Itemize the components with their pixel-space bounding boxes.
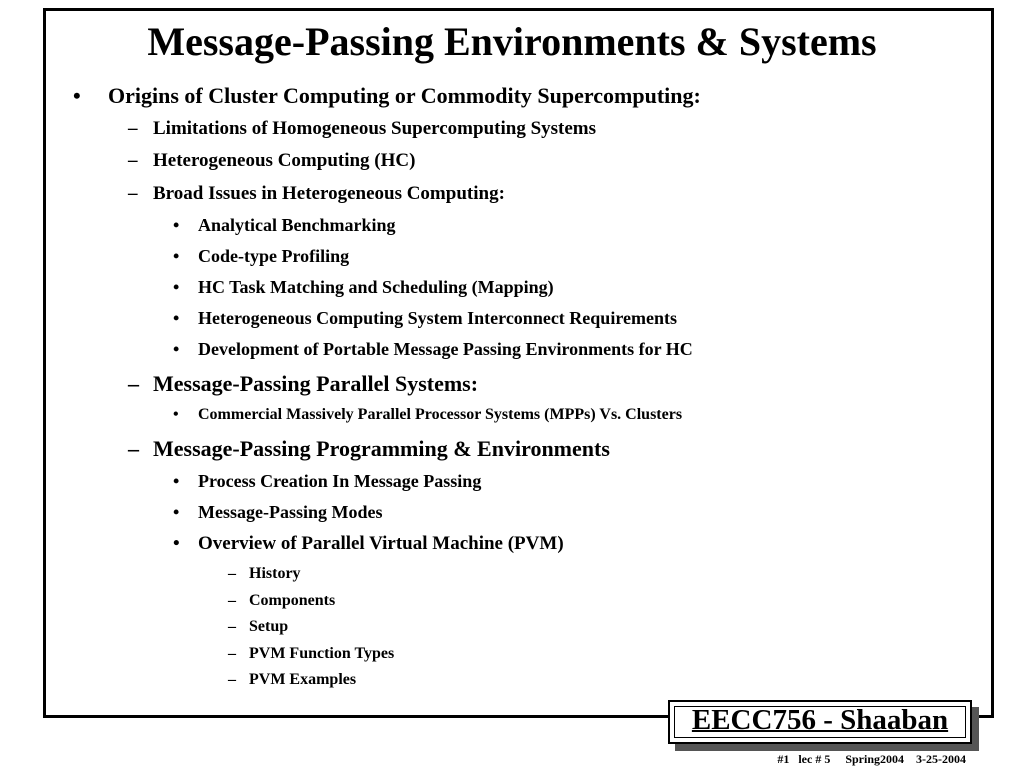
bullet-dot: •	[173, 246, 180, 266]
outline-item-mp-modes: Message-Passing Modes	[198, 502, 383, 522]
outline-item-history: History	[249, 565, 301, 582]
bullet-dot: •	[173, 277, 180, 297]
bullet-dash: –	[228, 671, 236, 688]
bullet-dot: •	[173, 533, 180, 554]
course-badge	[668, 700, 972, 744]
bullet-dot: •	[173, 308, 180, 328]
outline-item-mp-programming: Message-Passing Programming & Environments	[153, 436, 610, 461]
bullet-dash: –	[128, 371, 139, 396]
bullet-dash: –	[228, 618, 236, 635]
outline-item-process-creation: Process Creation In Message Passing	[198, 471, 482, 491]
bullet-dot: •	[173, 471, 180, 491]
slide-frame	[43, 8, 994, 718]
outline-item-matching: HC Task Matching and Scheduling (Mapping)	[198, 277, 554, 297]
bullet-dash: –	[128, 183, 138, 204]
bullet-dot: •	[173, 502, 180, 522]
outline-item-origins: Origins of Cluster Computing or Commodity Supercomputing:	[108, 83, 701, 108]
outline-item-mpps: Commercial Massively Parallel Processor Systems (MPPs) Vs. Clusters	[198, 406, 683, 423]
bullet-dash: –	[228, 592, 236, 609]
bullet-dot: •	[173, 215, 180, 235]
bullet-dot: •	[173, 406, 179, 423]
bullet-dash: –	[228, 565, 236, 582]
outline-item-function-types: PVM Function Types	[249, 645, 395, 662]
bullet-dash: –	[128, 436, 139, 461]
outline-item-mp-systems: Message-Passing Parallel Systems:	[153, 371, 479, 396]
outline-item-profiling: Code-type Profiling	[198, 246, 350, 266]
outline-item-portable-env: Development of Portable Message Passing Environments for HC	[198, 339, 693, 359]
outline-item-components: Components	[249, 592, 336, 609]
bullet-dash: –	[128, 118, 138, 139]
outline-item-interconnect: Heterogeneous Computing System Interconnect Requirements	[198, 308, 677, 328]
outline-item-setup: Setup	[249, 618, 289, 635]
outline-item-broad-issues: Broad Issues in Heterogeneous Computing:	[153, 183, 505, 204]
outline-item-hc: Heterogeneous Computing (HC)	[153, 150, 416, 171]
bullet-dash: –	[228, 645, 236, 662]
outline-item-examples: PVM Examples	[249, 671, 357, 688]
bullet-dot: •	[73, 83, 81, 108]
outline-item-benchmarking: Analytical Benchmarking	[198, 215, 396, 235]
slide-title: Message-Passing Environments & Systems	[147, 19, 877, 64]
bullet-dot: •	[173, 339, 180, 359]
course-badge-label: EECC756 - Shaaban	[691, 704, 949, 736]
slide-footer: #1 lec # 5 Spring2004 3-25-2004	[777, 752, 966, 766]
outline-item-limitations: Limitations of Homogeneous Supercomputing Systems	[153, 118, 597, 139]
outline-item-pvm-overview: Overview of Parallel Virtual Machine (PVM)	[198, 533, 564, 554]
bullet-dash: –	[128, 150, 138, 171]
